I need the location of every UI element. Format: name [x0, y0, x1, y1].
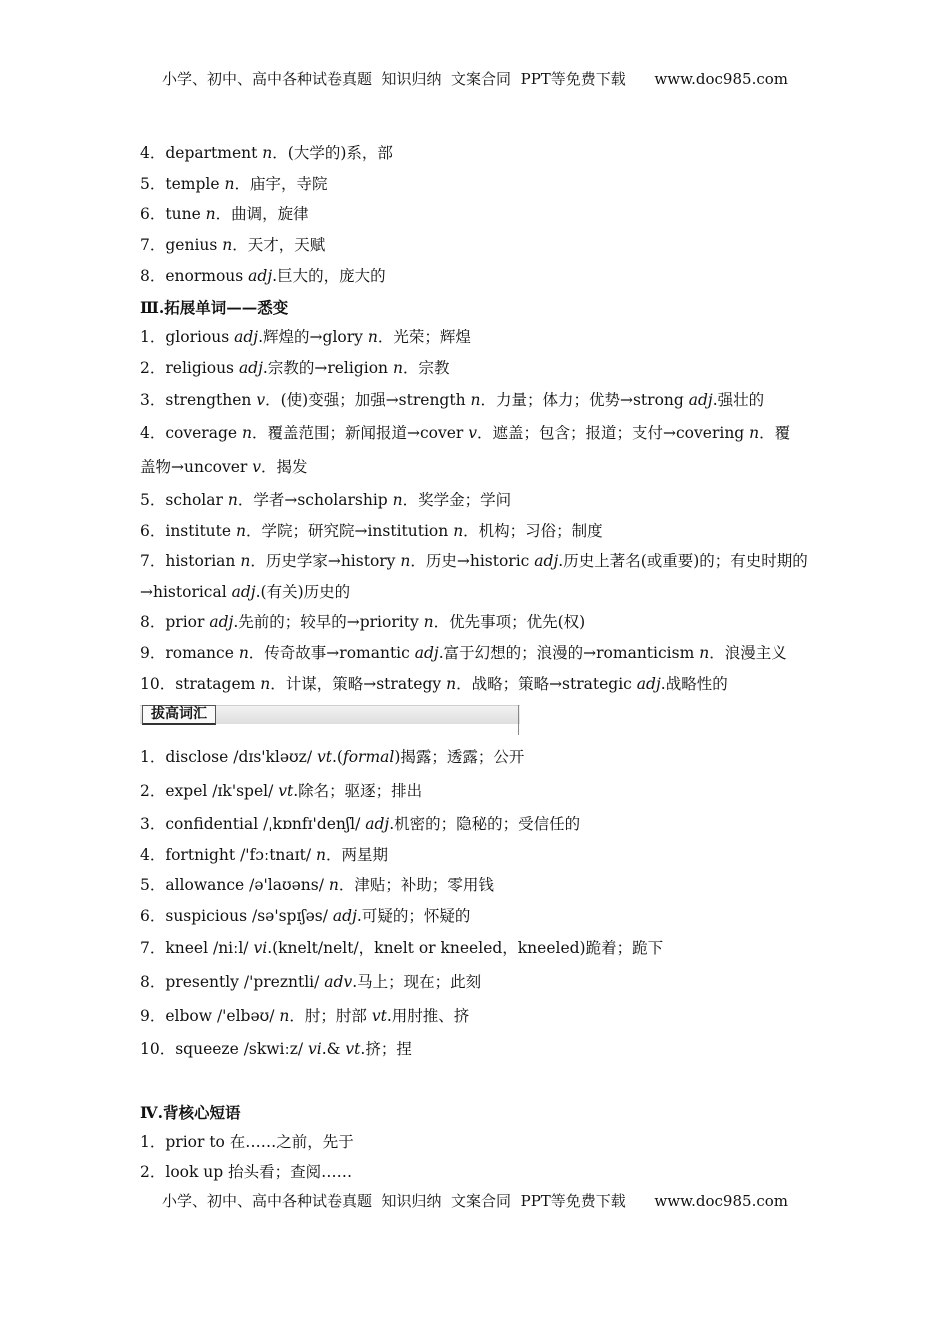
phrase-line-1: 1．prior to 在……之前，先于 — [140, 1133, 354, 1151]
text: 9．elbow /'elbəʊ/ — [140, 1007, 280, 1025]
banner-divider — [518, 705, 519, 735]
text: .可疑的；怀疑的 — [356, 907, 471, 925]
part-of-speech: n — [470, 391, 481, 409]
expand-line-8 — [140, 612, 585, 632]
text: ．浪漫主义 — [709, 644, 787, 662]
text: ．学院；研究院→institution — [245, 522, 454, 540]
banner-label: 拔高词汇 — [142, 705, 216, 725]
advanced-line-8 — [140, 972, 481, 992]
part-of-speech: n — [222, 236, 233, 254]
part-of-speech: vt — [371, 1007, 387, 1025]
text: .挤；捏 — [360, 1040, 412, 1058]
advanced-line-9 — [140, 1006, 469, 1026]
item-number: 4． — [140, 144, 166, 162]
text: 6．institute — [140, 522, 236, 540]
text: ．(使)变强；加强→strength — [265, 391, 471, 409]
advanced-line-1 — [140, 747, 524, 767]
text: 7．kneel /niːl/ — [140, 939, 254, 957]
text: →historical — [140, 583, 232, 601]
advanced-line-7 — [140, 938, 663, 958]
part-of-speech: n — [699, 644, 710, 662]
text: ．学者→scholarship — [237, 491, 393, 509]
text: ．战略；策略→strategic — [456, 675, 637, 693]
part-of-speech: n — [749, 424, 760, 442]
part-of-speech: n — [262, 144, 273, 162]
part-of-speech: n — [392, 491, 403, 509]
text: 1．disclose /dɪs'kləʊz/ — [140, 748, 317, 766]
expand-line-4 — [140, 423, 790, 443]
text: .历史上著名(或重要)的；有史时期的 — [558, 552, 808, 570]
text: ．光荣；辉煌 — [377, 328, 471, 346]
text: ．遮盖；包含；报道；支付→covering — [477, 424, 750, 442]
definition: ．天才，天赋 — [232, 236, 326, 254]
text: ．覆 — [759, 424, 791, 442]
expand-line-6 — [140, 521, 603, 541]
section-title-expand: Ⅲ.拓展单词——悉变 — [140, 298, 289, 317]
text: 1．glorious — [140, 328, 235, 346]
text: .宗教的→religion — [262, 359, 393, 377]
text: .富于幻想的；浪漫的→romanticism — [438, 644, 700, 662]
item-number: 7． — [140, 236, 166, 254]
text: ．机构；习俗；制度 — [463, 522, 603, 540]
text: ．两星期 — [325, 846, 388, 864]
part-of-speech: n — [240, 552, 251, 570]
text: 盖物→uncover — [140, 458, 253, 476]
expand-line-10 — [140, 674, 728, 694]
advanced-line-3 — [140, 814, 580, 834]
text: ．历史→historic — [410, 552, 535, 570]
part-of-speech: n — [224, 175, 235, 193]
text: .先前的；较早的→priority — [233, 613, 424, 631]
part-of-speech: n — [279, 1007, 290, 1025]
expand-line-7-cont — [140, 582, 350, 602]
text: .( — [332, 748, 343, 766]
definition: ．曲调，旋律 — [215, 205, 309, 223]
part-of-speech: adj — [248, 267, 273, 285]
definition: ．庙宇，寺院 — [234, 175, 328, 193]
part-of-speech: n — [400, 552, 411, 570]
vocab-line-7 — [140, 235, 325, 255]
text: 10．squeeze /skwiːz/ — [140, 1040, 309, 1058]
part-of-speech: adj — [414, 644, 439, 662]
text: ．宗教 — [402, 359, 450, 377]
text: 5．scholar — [140, 491, 228, 509]
definition: ．(大学的)系，部 — [272, 144, 393, 162]
text: 8．prior — [140, 613, 210, 631]
text: 2．religious — [140, 359, 239, 377]
part-of-speech: vt — [345, 1040, 361, 1058]
part-of-speech: n — [446, 675, 457, 693]
part-of-speech: vt — [317, 748, 332, 766]
text: 4．fortnight /'fɔːtnaɪt/ — [140, 846, 316, 864]
text: ．计谋，策略→strategy — [270, 675, 447, 693]
part-of-speech: n — [238, 644, 249, 662]
section-banner — [140, 705, 520, 731]
text: ．优先事项；优先(权) — [433, 613, 586, 631]
expand-line-2 — [140, 358, 449, 378]
part-of-speech: adj — [332, 907, 357, 925]
text: 3．confidential /ˌkɒnfɪ'denʃl/ — [140, 815, 366, 833]
vocab-line-8 — [140, 266, 386, 286]
vocab-line-4 — [140, 143, 393, 163]
text: 5．allowance /ə'laʊəns/ — [140, 876, 329, 894]
expand-line-4-cont — [140, 457, 308, 477]
page-footer: 小学、初中、高中各种试卷真题 知识归纳 文案合同 PPT等免费下载 www.doc985.com — [161, 1192, 788, 1210]
part-of-speech: n — [423, 613, 434, 631]
item-number: 5． — [140, 175, 166, 193]
expand-line-9 — [140, 643, 787, 663]
part-of-speech: adj — [534, 552, 559, 570]
text: 10．stratagem — [140, 675, 261, 693]
part-of-speech: n — [367, 328, 378, 346]
text: ．揭发 — [261, 458, 308, 476]
expand-line-5 — [140, 490, 511, 510]
vocab-line-5 — [140, 174, 327, 194]
word: genius — [165, 236, 223, 254]
item-number: 8． — [140, 267, 166, 285]
part-of-speech: adj — [209, 613, 234, 631]
text: 7．historian — [140, 552, 241, 570]
part-of-speech: n — [392, 359, 403, 377]
part-of-speech: n — [315, 846, 326, 864]
text: .强壮的 — [712, 391, 765, 409]
part-of-speech: v — [468, 424, 478, 442]
word: department — [165, 144, 263, 162]
text: .机密的；隐秘的；受信任的 — [389, 815, 581, 833]
vocab-line-6 — [140, 204, 309, 224]
text: ．覆盖范围；新闻报道→cover — [251, 424, 469, 442]
part-of-speech: vt — [278, 782, 294, 800]
part-of-speech: n — [453, 522, 464, 540]
text: ．历史学家→history — [250, 552, 401, 570]
text: 4．coverage — [140, 424, 242, 442]
text: .马上；现在；此刻 — [352, 973, 482, 991]
word: enormous — [165, 267, 249, 285]
text: .(有关)历史的 — [255, 583, 351, 601]
text: 8．presently /'prezntli/ — [140, 973, 325, 991]
part-of-speech: adj — [636, 675, 661, 693]
word: tune — [165, 205, 206, 223]
text: ．力量；体力；优势→strong — [480, 391, 689, 409]
part-of-speech: v — [256, 391, 266, 409]
part-of-speech: adj — [365, 815, 390, 833]
text: .除名；驱逐；排出 — [293, 782, 423, 800]
part-of-speech: adj — [234, 328, 259, 346]
part-of-speech: n — [241, 424, 252, 442]
advanced-line-5 — [140, 875, 494, 895]
text: )揭露；透露；公开 — [394, 748, 525, 766]
text: .战略性的 — [660, 675, 728, 693]
text: .用肘推、挤 — [386, 1007, 470, 1025]
expand-line-3 — [140, 390, 764, 410]
word: temple — [165, 175, 225, 193]
part-of-speech: n — [328, 876, 339, 894]
text: .辉煌的→glory — [258, 328, 368, 346]
advanced-line-10 — [140, 1039, 412, 1059]
part-of-speech: n — [205, 205, 216, 223]
part-of-speech: vi — [308, 1040, 322, 1058]
expand-line-7 — [140, 551, 808, 571]
section-title-phrases: Ⅳ.背核心短语 — [140, 1103, 241, 1122]
text: 9．romance — [140, 644, 239, 662]
advanced-line-6 — [140, 906, 470, 926]
text: .& — [321, 1040, 346, 1058]
part-of-speech: v — [252, 458, 261, 476]
part-of-speech: n — [227, 491, 238, 509]
text: 3．strengthen — [140, 391, 257, 409]
text: 6．suspicious /sə'spɪʃəs/ — [140, 907, 333, 925]
text: ．奖学金；学问 — [402, 491, 512, 509]
register-label: formal — [342, 748, 395, 766]
page-header: 小学、初中、高中各种试卷真题 知识归纳 文案合同 PPT等免费下载 www.doc985.com — [161, 70, 788, 88]
text: .(knelt/nelt/，knelt or kneeled，kneeled)跪着；跪下 — [267, 939, 664, 957]
expand-line-1 — [140, 327, 471, 347]
advanced-line-2 — [140, 781, 422, 801]
advanced-line-4 — [140, 845, 388, 865]
phrase-line-2: 2．look up 抬头看；查阅…… — [140, 1163, 353, 1181]
part-of-speech: adv — [324, 973, 353, 991]
part-of-speech: vi — [253, 939, 268, 957]
part-of-speech: n — [235, 522, 246, 540]
text: ．传奇故事→romantic — [248, 644, 415, 662]
definition: .巨大的，庞大的 — [272, 267, 386, 285]
text: ．津贴；补助；零用钱 — [338, 876, 494, 894]
part-of-speech: adj — [238, 359, 263, 377]
part-of-speech: adj — [231, 583, 256, 601]
item-number: 6． — [140, 205, 166, 223]
text: ．肘；肘部 — [289, 1007, 372, 1025]
part-of-speech: n — [260, 675, 271, 693]
text: 2．expel /ɪk'spel/ — [140, 782, 279, 800]
part-of-speech: adj — [688, 391, 713, 409]
